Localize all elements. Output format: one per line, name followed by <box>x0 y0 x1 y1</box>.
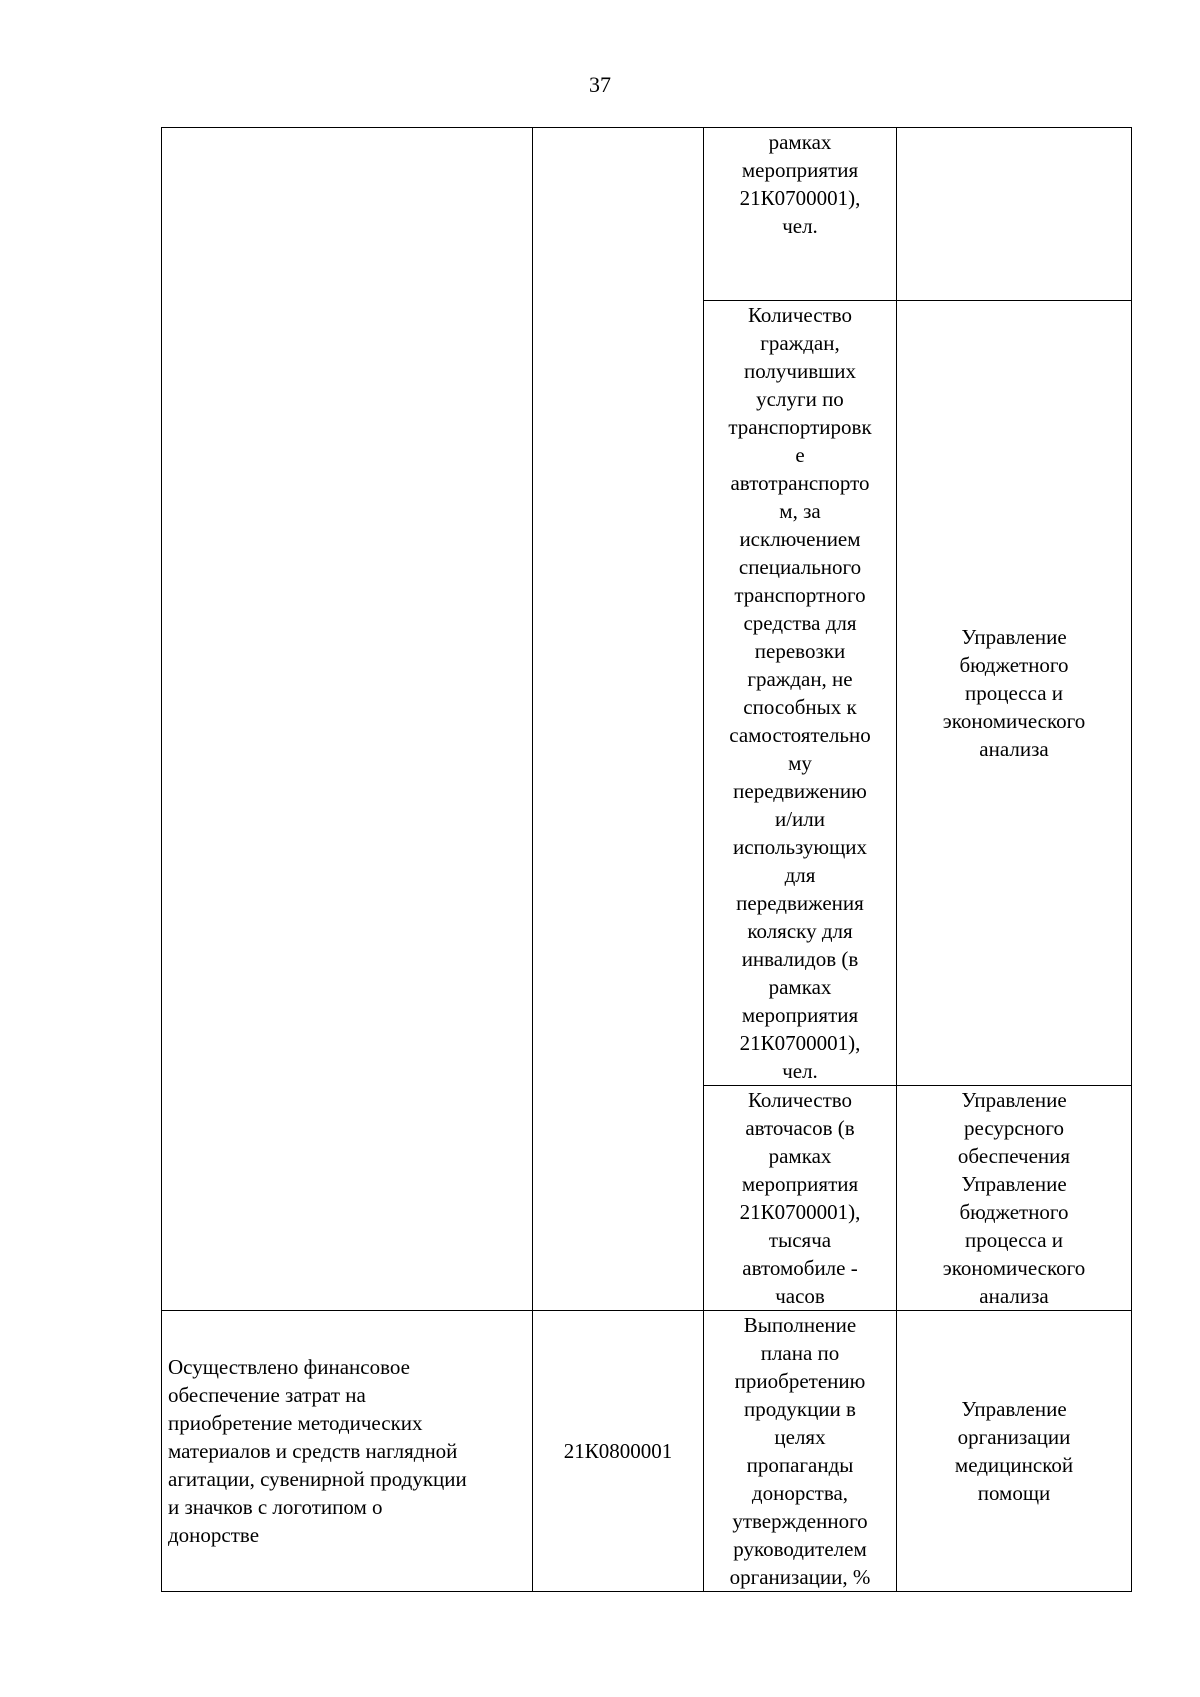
responsible-cell <box>897 128 1132 301</box>
responsible-text: Управление бюджетного процесса и экономического анализа <box>942 625 1086 761</box>
code-cell <box>533 1311 704 1592</box>
indicator-cell <box>704 301 897 1086</box>
code-cell-empty <box>533 128 704 1311</box>
result-text: Осуществлено финансовое обеспечение затрат на приобретение методических материалов и средств наглядной агитации, сувенирной продукции и значков с логотипом о донорстве <box>168 1355 467 1547</box>
indicator-cell <box>704 1086 897 1311</box>
page-number: 37 <box>589 72 611 97</box>
activities-table <box>161 127 1132 1592</box>
table-row <box>162 128 1132 301</box>
table-row <box>162 1311 1132 1592</box>
indicator-text: Количество авточасов (в рамках мероприятия 21К0700001), тысяча автомобиле - часов <box>739 1088 861 1308</box>
responsible-cell <box>897 1311 1132 1592</box>
responsible-text: Управление ресурсного обеспечения Управление бюджетного процесса и экономического анализа <box>942 1088 1086 1308</box>
responsible-cell <box>897 1086 1132 1311</box>
responsible-text: Управление организации медицинской помощи <box>954 1397 1074 1505</box>
code-text: 21К0800001 <box>563 1439 673 1463</box>
indicator-cell <box>704 128 897 301</box>
indicator-text: Количество граждан, получивших услуги по транспортировк е автотранспорто м, за исключением специального транспортного средства для перевозки граждан, не способных к самостоятельно му передвижению и/или использующих для передвижения коляску для инвалидов (в рамках мероприятия 21К0700001), чел. <box>728 303 872 1083</box>
indicator-text: рамках мероприятия 21К0700001), чел. <box>739 130 861 238</box>
indicator-text: Выполнение плана по приобретению продукции в целях пропаганды донорства, утвержденного руководителем организации, % <box>729 1313 871 1589</box>
responsible-cell <box>897 301 1132 1086</box>
result-cell <box>162 1311 533 1592</box>
result-cell-empty <box>162 128 533 1311</box>
indicator-cell <box>704 1311 897 1592</box>
